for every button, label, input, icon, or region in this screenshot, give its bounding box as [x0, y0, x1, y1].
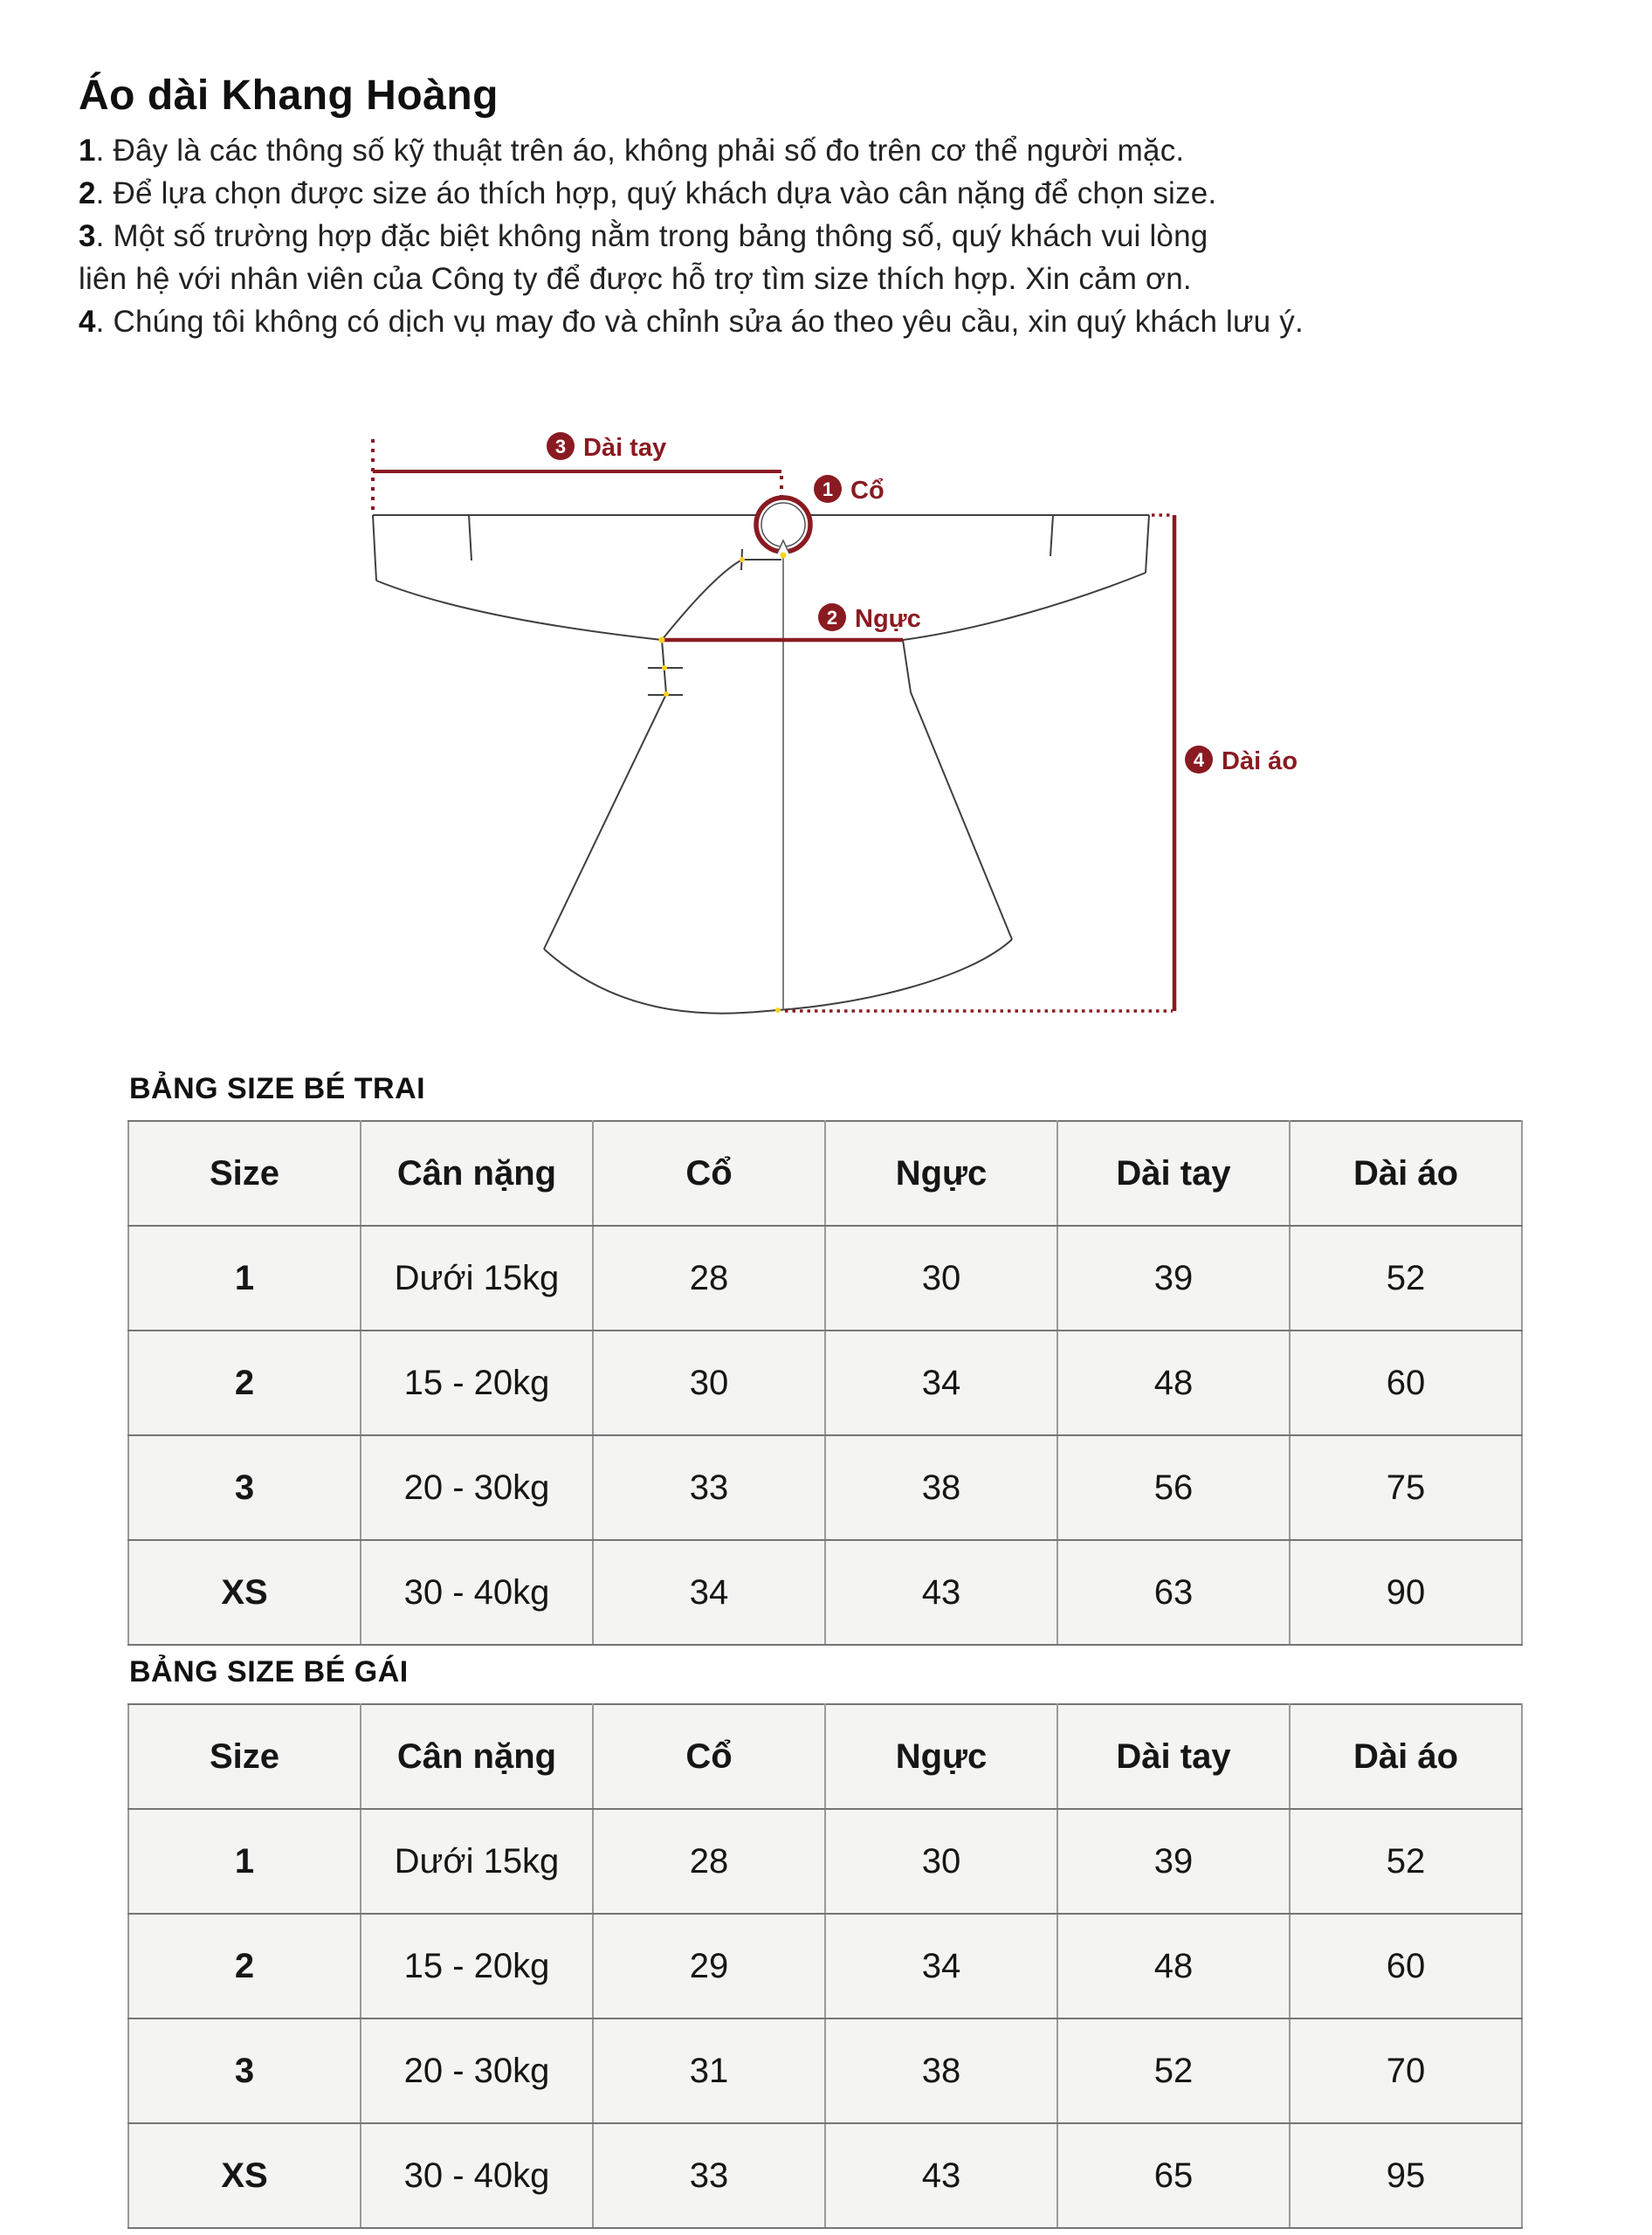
table-row	[128, 2018, 1522, 2123]
cell-size: 3	[128, 1435, 361, 1540]
label-dai-ao	[1185, 746, 1298, 775]
boys-section	[127, 1072, 1525, 1646]
garment-outline	[373, 515, 1149, 1014]
label-nguc-text: Ngực	[855, 605, 921, 633]
cell-chest: 30	[825, 1809, 1057, 1914]
note-number: 4	[79, 305, 96, 339]
cell-size: XS	[128, 1540, 361, 1645]
note-line-1	[79, 129, 1304, 172]
cell-weight: Dưới 15kg	[361, 1226, 593, 1331]
cell-length: 95	[1290, 2123, 1522, 2228]
cell-neck: 34	[593, 1540, 825, 1645]
badge-2-number: 2	[826, 607, 838, 629]
cell-size: 2	[128, 1914, 361, 2018]
cell-neck: 29	[593, 1914, 825, 2018]
cell-weight: 15 - 20kg	[361, 1914, 593, 2018]
girls-size-table	[127, 1703, 1523, 2229]
cell-length: 90	[1290, 1540, 1522, 1645]
note-text: liên hệ với nhân viên của Công ty để được hỗ trợ tìm size thích hợp. Xin cảm ơn.	[79, 262, 1192, 296]
table-row	[128, 1331, 1522, 1435]
note-number: 3	[79, 219, 96, 253]
cell-sleeve: 39	[1057, 1226, 1290, 1331]
col-header-chest: Ngực	[825, 1704, 1057, 1809]
cell-chest: 34	[825, 1331, 1057, 1435]
note-text: . Để lựa chọn được size áo thích hợp, quý khách dựa vào cân nặng để chọn size.	[95, 176, 1217, 210]
label-co	[814, 475, 885, 505]
label-dai-tay-text: Dài tay	[583, 434, 667, 462]
cell-length: 52	[1290, 1226, 1522, 1331]
label-nguc	[818, 603, 921, 633]
cell-size: 1	[128, 1809, 361, 1914]
cell-neck: 28	[593, 1226, 825, 1331]
badge-4-number: 4	[1193, 749, 1205, 771]
cell-neck: 30	[593, 1331, 825, 1435]
ao-dai-measurement-diagram	[253, 432, 1301, 1035]
col-header-size: Size	[128, 1704, 361, 1809]
cell-weight: 20 - 30kg	[361, 1435, 593, 1540]
label-dai-ao-text: Dài áo	[1222, 747, 1298, 775]
note-text: . Chúng tôi không có dịch vụ may đo và chỉnh sửa áo theo yêu cầu, xin quý khách lưu ý.	[95, 305, 1304, 339]
badge-3-number: 3	[554, 436, 567, 457]
cell-sleeve: 48	[1057, 1914, 1290, 2018]
cell-sleeve: 63	[1057, 1540, 1290, 1645]
col-header-size: Size	[128, 1121, 361, 1226]
col-header-neck: Cổ	[593, 1704, 825, 1809]
note-line-3-cont	[79, 258, 1304, 300]
table-row	[128, 2123, 1522, 2228]
cell-weight: 20 - 30kg	[361, 2018, 593, 2123]
cell-weight: 30 - 40kg	[361, 2123, 593, 2228]
cell-chest: 43	[825, 1540, 1057, 1645]
cell-sleeve: 39	[1057, 1809, 1290, 1914]
cell-length: 75	[1290, 1435, 1522, 1540]
cell-sleeve: 48	[1057, 1331, 1290, 1435]
boys-size-table	[127, 1120, 1523, 1646]
notes-block	[79, 129, 1304, 343]
cell-size: 3	[128, 2018, 361, 2123]
cell-sleeve: 65	[1057, 2123, 1290, 2228]
cell-sleeve: 52	[1057, 2018, 1290, 2123]
cell-chest: 34	[825, 1914, 1057, 2018]
note-number: 1	[79, 134, 96, 168]
note-text: . Một số trường hợp đặc biệt không nằm trong bảng thông số, quý khách vui lòng	[95, 219, 1208, 253]
table-row	[128, 1809, 1522, 1914]
table-row	[128, 1435, 1522, 1540]
cell-neck: 33	[593, 1435, 825, 1540]
label-co-text: Cổ	[850, 477, 885, 505]
cell-neck: 31	[593, 2018, 825, 2123]
cell-neck: 33	[593, 2123, 825, 2228]
note-number: 2	[79, 176, 96, 210]
cell-sleeve: 56	[1057, 1435, 1290, 1540]
cell-weight: 15 - 20kg	[361, 1331, 593, 1435]
page-title: Áo dài Khang Hoàng	[79, 72, 499, 119]
cell-weight: Dưới 15kg	[361, 1809, 593, 1914]
table-header-row	[128, 1121, 1522, 1226]
col-header-chest: Ngực	[825, 1121, 1057, 1226]
cell-size: XS	[128, 2123, 361, 2228]
cell-chest: 43	[825, 2123, 1057, 2228]
col-header-weight: Cân nặng	[361, 1121, 593, 1226]
col-header-sleeve: Dài tay	[1057, 1121, 1290, 1226]
collar-circle	[756, 498, 810, 554]
note-line-4	[79, 300, 1304, 343]
cell-weight: 30 - 40kg	[361, 1540, 593, 1645]
badge-1-number: 1	[822, 478, 834, 500]
table-row	[128, 1914, 1522, 2018]
cell-size: 1	[128, 1226, 361, 1331]
cell-length: 70	[1290, 2018, 1522, 2123]
girls-section	[127, 1655, 1525, 2229]
cell-chest: 38	[825, 2018, 1057, 2123]
table-row	[128, 1540, 1522, 1645]
table-row	[128, 1226, 1522, 1331]
col-header-neck: Cổ	[593, 1121, 825, 1226]
girls-table-title: BẢNG SIZE BÉ GÁI	[129, 1655, 409, 1688]
cell-chest: 30	[825, 1226, 1057, 1331]
cell-length: 52	[1290, 1809, 1522, 1914]
note-text: . Đây là các thông số kỹ thuật trên áo, không phải số đo trên cơ thể người mặc.	[95, 134, 1185, 168]
col-header-weight: Cân nặng	[361, 1704, 593, 1809]
note-line-3	[79, 215, 1304, 258]
col-header-length: Dài áo	[1290, 1704, 1522, 1809]
cell-neck: 28	[593, 1809, 825, 1914]
cell-length: 60	[1290, 1331, 1522, 1435]
table-header-row	[128, 1704, 1522, 1809]
note-line-2	[79, 172, 1304, 215]
cell-length: 60	[1290, 1914, 1522, 2018]
boys-table-title: BẢNG SIZE BÉ TRAI	[129, 1072, 426, 1105]
col-header-length: Dài áo	[1290, 1121, 1522, 1226]
col-header-sleeve: Dài tay	[1057, 1704, 1290, 1809]
cell-size: 2	[128, 1331, 361, 1435]
label-dai-tay	[547, 432, 666, 462]
cell-chest: 38	[825, 1435, 1057, 1540]
